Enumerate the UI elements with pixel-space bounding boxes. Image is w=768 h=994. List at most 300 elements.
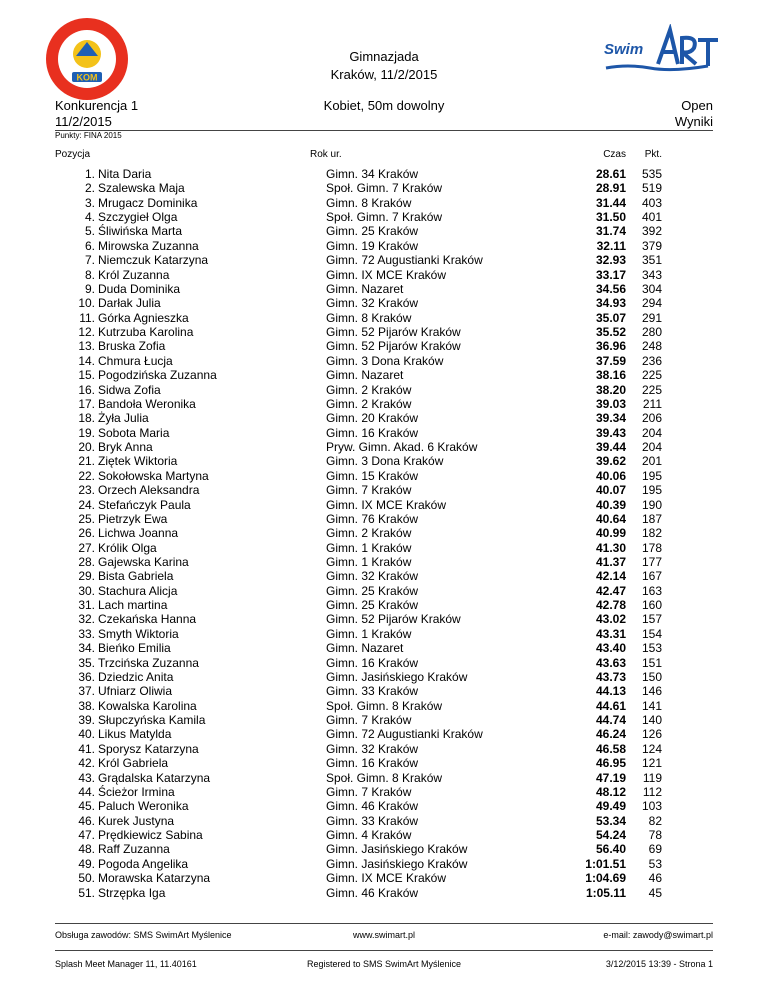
result-name: Smyth Wiktoria: [98, 626, 179, 641]
result-time: 31.50: [595, 210, 626, 225]
result-points: 167: [641, 569, 662, 584]
result-club: Gimn. 33 Kraków: [326, 813, 419, 828]
result-name: Pogodzińska Zuzanna: [98, 368, 217, 383]
result-name: Sidwa Zofia: [98, 382, 161, 397]
table-row: [0, 268, 768, 282]
result-time: 42.14: [595, 569, 626, 584]
result-time: 46.58: [595, 741, 626, 756]
result-position: 37.: [78, 684, 95, 699]
result-points: 211: [642, 396, 662, 411]
result-name: Mrugacz Dominika: [98, 195, 198, 210]
footer-timestamp: 3/12/2015 13:39 - Strona 1: [605, 959, 713, 969]
result-position: 32.: [78, 612, 95, 627]
event-category: [675, 98, 713, 130]
result-position: 6.: [84, 238, 95, 253]
table-row: [0, 397, 768, 411]
result-club: Gimn. 8 Kraków: [326, 310, 412, 325]
result-points: 535: [641, 167, 662, 181]
result-name: Stachura Alicja: [98, 583, 178, 598]
result-club: Gimn. 16 Kraków: [326, 425, 419, 440]
result-time: 49.49: [595, 799, 626, 814]
result-name: Bista Gabriela: [98, 569, 174, 584]
result-name: Ufniarz Oliwia: [98, 684, 173, 699]
result-points: 236: [641, 353, 662, 368]
result-time: 46.24: [595, 727, 626, 742]
result-time: 56.40: [595, 842, 626, 857]
result-name: Chmura Łucja: [98, 353, 173, 368]
table-row: [0, 181, 768, 195]
result-position: 27.: [78, 540, 95, 555]
result-name: Żyła Julia: [98, 411, 149, 426]
result-club: Gimn. 2 Kraków: [326, 382, 412, 397]
result-points: 160: [641, 598, 662, 613]
result-club: Gimn. 7 Kraków: [326, 784, 412, 799]
result-time: 40.99: [595, 526, 626, 541]
table-row: [0, 354, 768, 368]
result-name: Szalewska Maja: [98, 181, 185, 196]
event-label: Konkurencja 1: [55, 98, 139, 113]
footer-divider: [55, 923, 713, 924]
result-name: Śliwińska Marta: [98, 224, 183, 239]
table-row: [0, 253, 768, 267]
result-name: Sobota Maria: [98, 425, 170, 440]
result-position: 26.: [78, 526, 95, 541]
result-position: 29.: [78, 569, 95, 584]
result-name: Ziętek Wiktoria: [98, 454, 178, 469]
result-points: 141: [641, 698, 662, 713]
table-row: [0, 785, 768, 799]
result-points: 177: [641, 554, 662, 569]
col-header-time: Czas: [603, 149, 626, 160]
result-time: 54.24: [595, 828, 626, 843]
table-row: [0, 339, 768, 353]
result-name: Król Zuzanna: [98, 267, 170, 282]
table-row: [0, 498, 768, 512]
result-time: 44.13: [595, 684, 626, 699]
result-position: 50.: [78, 871, 95, 886]
result-position: 51.: [78, 885, 95, 900]
svg-text:Swim: Swim: [604, 41, 644, 58]
result-time: 48.12: [595, 784, 626, 799]
result-club: Gimn. 72 Augustianki Kraków: [326, 727, 483, 742]
result-position: 23.: [78, 483, 95, 498]
result-club: Gimn. 32 Kraków: [326, 296, 419, 311]
result-position: 15.: [78, 368, 95, 383]
table-row: [0, 296, 768, 310]
result-name: Morawska Katarzyna: [98, 871, 211, 886]
table-row: [0, 598, 768, 612]
result-name: Kutrzuba Karolina: [98, 325, 194, 340]
result-points: 204: [641, 425, 662, 440]
table-row: [0, 440, 768, 454]
result-position: 44.: [78, 784, 95, 799]
result-club: Społ. Gimn. 8 Kraków: [326, 770, 443, 785]
result-position: 35.: [78, 655, 95, 670]
result-position: 28.: [78, 554, 95, 569]
result-name: Gajewska Karina: [98, 554, 189, 569]
result-name: Likus Matylda: [98, 727, 172, 742]
result-points: 343: [641, 267, 662, 282]
result-name: Sporysz Katarzyna: [98, 741, 199, 756]
result-time: 43.02: [595, 612, 626, 627]
result-time: 40.07: [595, 483, 626, 498]
result-club: Gimn. Nazaret: [326, 641, 404, 656]
footer-email: e-mail: zawody@swimart.pl: [603, 930, 713, 940]
result-name: Orzech Aleksandra: [98, 483, 200, 498]
result-time: 53.34: [595, 813, 626, 828]
result-position: 20.: [78, 440, 95, 455]
result-points: 121: [641, 756, 662, 771]
result-club: Gimn. Nazaret: [326, 281, 404, 296]
table-row: [0, 239, 768, 253]
result-name: Czekańska Hanna: [98, 612, 197, 627]
result-name: Sokołowska Martyna: [98, 468, 209, 483]
result-position: 24.: [78, 497, 95, 512]
result-position: 43.: [78, 770, 95, 785]
result-points: 291: [641, 310, 662, 325]
result-points: 78: [648, 828, 662, 843]
result-time: 43.63: [595, 655, 626, 670]
result-position: 22.: [78, 468, 95, 483]
result-position: 18.: [78, 411, 95, 426]
result-points: 157: [641, 612, 662, 627]
table-row: [0, 641, 768, 655]
result-name: Strzępka Iga: [98, 885, 166, 900]
result-points: 182: [641, 526, 662, 541]
result-time: 46.95: [595, 756, 626, 771]
result-position: 39.: [78, 713, 95, 728]
result-club: Gimn. 34 Kraków: [326, 167, 419, 181]
result-name: Bryk Anna: [98, 440, 153, 455]
table-row: [0, 569, 768, 583]
table-row: [0, 627, 768, 641]
result-club: Gimn. 25 Kraków: [326, 598, 419, 613]
result-name: Pietrzyk Ewa: [98, 511, 168, 526]
result-name: Lach martina: [98, 598, 168, 613]
table-row: [0, 210, 768, 224]
result-points: 225: [641, 382, 662, 397]
result-name: Pogoda Angelika: [98, 856, 189, 871]
result-points: 190: [641, 497, 662, 512]
result-points: 140: [641, 713, 662, 728]
result-club: Gimn. 1 Kraków: [326, 540, 412, 555]
result-time: 39.34: [595, 411, 626, 426]
result-time: 40.64: [595, 511, 626, 526]
table-row: [0, 411, 768, 425]
table-row: [0, 842, 768, 856]
result-club: Gimn. 52 Pijarów Kraków: [326, 612, 461, 627]
result-name: Król Gabriela: [98, 756, 169, 771]
competition-location-date: Kraków, 11/2/2015: [330, 67, 438, 82]
table-row: [0, 742, 768, 756]
result-position: 31.: [78, 598, 95, 613]
result-time: 34.93: [595, 296, 626, 311]
col-header-points: Pkt.: [644, 149, 662, 160]
result-position: 7.: [84, 253, 95, 268]
table-row: [0, 454, 768, 468]
result-position: 4.: [84, 210, 95, 225]
result-position: 40.: [78, 727, 95, 742]
result-position: 13.: [78, 339, 95, 354]
result-name: Bieńko Emilia: [98, 641, 171, 656]
result-club: Gimn. 4 Kraków: [326, 828, 412, 843]
result-club: Gimn. 3 Dona Kraków: [326, 353, 444, 368]
footer-divider-2: [55, 950, 713, 951]
result-club: Gimn. 20 Kraków: [326, 411, 419, 426]
result-position: 2.: [84, 181, 95, 196]
result-points: 153: [641, 641, 662, 656]
result-points: 201: [641, 454, 662, 469]
result-club: Gimn. IX MCE Kraków: [326, 871, 447, 886]
result-time: 36.96: [595, 339, 626, 354]
result-position: 36.: [78, 669, 95, 684]
result-points: 178: [641, 540, 662, 555]
result-position: 46.: [78, 813, 95, 828]
result-time: 1:01.51: [585, 856, 626, 871]
result-name: Dziedzic Anita: [98, 669, 174, 684]
table-row: [0, 469, 768, 483]
col-header-birth-year: Rok ur.: [310, 149, 342, 160]
result-points: 82: [648, 813, 662, 828]
result-time: 41.30: [595, 540, 626, 555]
result-time: 39.43: [595, 425, 626, 440]
svg-text:KOM: KOM: [76, 72, 98, 83]
result-points: 112: [642, 784, 662, 799]
result-points: 403: [641, 195, 662, 210]
table-row: [0, 756, 768, 770]
result-name: Raff Zuzanna: [98, 842, 170, 857]
result-club: Gimn. 72 Augustianki Kraków: [326, 253, 483, 268]
result-club: Gimn. 76 Kraków: [326, 511, 419, 526]
col-header-position: Pozycja: [55, 149, 91, 160]
table-row: [0, 656, 768, 670]
result-name: Kowalska Karolina: [98, 698, 197, 713]
result-time: 43.73: [595, 669, 626, 684]
result-points: 154: [641, 626, 662, 641]
result-time: 40.06: [595, 468, 626, 483]
result-time: 43.31: [595, 626, 626, 641]
result-time: 40.39: [595, 497, 626, 512]
result-club: Gimn. 46 Kraków: [326, 799, 419, 814]
table-row: [0, 383, 768, 397]
result-time: 33.17: [595, 267, 626, 282]
table-row: [0, 224, 768, 238]
result-points: 294: [641, 296, 662, 311]
result-position: 10.: [78, 296, 95, 311]
table-row: [0, 368, 768, 382]
table-row: [0, 828, 768, 842]
result-points: 45: [648, 885, 662, 900]
result-club: Gimn. 15 Kraków: [326, 468, 419, 483]
result-club: Społ. Gimn. 8 Kraków: [326, 698, 443, 713]
table-row: [0, 814, 768, 828]
table-row: [0, 670, 768, 684]
table-row: [0, 584, 768, 598]
footer-service: Obsługa zawodów: SMS SwimArt Myślenice: [55, 930, 232, 940]
result-position: 47.: [78, 828, 95, 843]
result-name: Darłak Julia: [98, 296, 161, 311]
result-club: Gimn. 3 Dona Kraków: [326, 454, 444, 469]
result-points: 280: [641, 325, 662, 340]
result-name: Bruska Zofia: [98, 339, 166, 354]
result-points: 119: [642, 770, 662, 785]
table-row: [0, 526, 768, 540]
result-club: Gimn. 19 Kraków: [326, 238, 419, 253]
result-time: 41.37: [595, 554, 626, 569]
result-position: 49.: [78, 856, 95, 871]
table-row: [0, 871, 768, 885]
result-time: 35.52: [595, 325, 626, 340]
result-points: 163: [641, 583, 662, 598]
result-points: 150: [641, 669, 662, 684]
result-name: Duda Dominika: [98, 281, 181, 296]
result-name: Nita Daria: [98, 167, 152, 181]
result-time: 31.44: [595, 195, 626, 210]
result-points: 519: [641, 181, 662, 196]
result-time: 32.93: [595, 253, 626, 268]
result-position: 11.: [79, 310, 95, 325]
table-row: [0, 426, 768, 440]
table-row: [0, 713, 768, 727]
result-club: Gimn. Nazaret: [326, 368, 404, 383]
result-time: 1:05.11: [585, 885, 626, 900]
result-name: Bandoła Weronika: [98, 396, 196, 411]
result-name: Kurek Justyna: [98, 813, 175, 828]
result-time: 44.61: [595, 698, 626, 713]
result-name: Prędkiewicz Sabina: [98, 828, 203, 843]
result-points: 225: [641, 368, 662, 383]
result-club: Gimn. 16 Kraków: [326, 655, 419, 670]
result-name: Królik Olga: [98, 540, 157, 555]
result-time: 43.40: [595, 641, 626, 656]
result-club: Gimn. 52 Pijarów Kraków: [326, 325, 461, 340]
result-points: 103: [641, 799, 662, 814]
result-club: Społ. Gimn. 7 Kraków: [326, 181, 443, 196]
result-position: 14.: [78, 353, 95, 368]
result-name: Ścieżor Irmina: [98, 784, 175, 799]
result-time: 37.59: [595, 353, 626, 368]
result-time: 38.16: [595, 368, 626, 383]
result-time: 31.74: [595, 224, 626, 239]
result-club: Gimn. IX MCE Kraków: [326, 267, 447, 282]
footer-website: www.swimart.pl: [352, 930, 415, 940]
result-points: 304: [641, 281, 662, 296]
result-position: 41.: [78, 741, 95, 756]
result-points: 69: [648, 842, 662, 857]
table-row: [0, 555, 768, 569]
table-row: [0, 727, 768, 741]
result-points: 206: [641, 411, 662, 426]
event-name: Kobiet, 50m dowolny: [323, 98, 445, 113]
result-position: 34.: [78, 641, 95, 656]
result-club: Gimn. IX MCE Kraków: [326, 497, 447, 512]
result-points: 124: [641, 741, 662, 756]
result-position: 42.: [78, 756, 95, 771]
result-points: 204: [641, 440, 662, 455]
result-points: 126: [641, 727, 662, 742]
result-name: Lichwa Joanna: [98, 526, 179, 541]
result-club: Gimn. 7 Kraków: [326, 483, 412, 498]
table-row: [0, 282, 768, 296]
result-position: 33.: [78, 626, 95, 641]
result-position: 12.: [78, 325, 95, 340]
footer-registered: Registered to SMS SwimArt Myślenice: [306, 959, 462, 969]
result-club: Gimn. 2 Kraków: [326, 396, 412, 411]
result-points: 151: [641, 655, 662, 670]
result-position: 17.: [78, 396, 95, 411]
divider: [55, 130, 713, 131]
result-club: Gimn. Jasińskiego Kraków: [326, 842, 468, 857]
result-time: 39.03: [595, 396, 626, 411]
result-points: 187: [641, 511, 662, 526]
event-category-label: Open: [681, 98, 713, 113]
result-points: 392: [641, 224, 662, 239]
result-points: 351: [641, 253, 662, 268]
result-position: 30.: [78, 583, 95, 598]
result-club: Gimn. 52 Pijarów Kraków: [326, 339, 461, 354]
result-name: Trzcińska Zuzanna: [98, 655, 199, 670]
event-date: 11/2/2015: [55, 114, 112, 129]
table-row: [0, 886, 768, 900]
result-time: 38.20: [595, 382, 626, 397]
result-position: 25.: [78, 511, 95, 526]
result-points: 195: [641, 468, 662, 483]
result-name: Paluch Weronika: [98, 799, 189, 814]
points-system: Punkty: FINA 2015: [55, 131, 122, 140]
result-club: Gimn. Jasińskiego Kraków: [326, 669, 468, 684]
result-time: 42.47: [595, 583, 626, 598]
result-points: 195: [641, 483, 662, 498]
result-points: 46: [648, 871, 662, 886]
competition-title: Gimnazjada: [349, 49, 419, 64]
result-position: 9.: [84, 281, 95, 296]
result-club: Gimn. 1 Kraków: [326, 554, 412, 569]
footer-software: Splash Meet Manager 11, 11.40161: [55, 959, 197, 969]
result-points: 379: [641, 238, 662, 253]
table-row: [0, 699, 768, 713]
result-club: Społ. Gimn. 7 Kraków: [326, 210, 443, 225]
result-time: 35.07: [595, 310, 626, 325]
result-time: 39.62: [595, 454, 626, 469]
result-club: Gimn. 33 Kraków: [326, 684, 419, 699]
result-club: Gimn. 32 Kraków: [326, 569, 419, 584]
result-position: 21.: [78, 454, 95, 469]
results-label: Wyniki: [674, 114, 713, 129]
result-points: 146: [641, 684, 662, 699]
result-points: 401: [641, 210, 662, 225]
result-position: 48.: [78, 842, 95, 857]
result-name: Górka Agnieszka: [98, 310, 189, 325]
result-club: Gimn. Jasińskiego Kraków: [326, 856, 468, 871]
table-row: [0, 483, 768, 497]
table-row: [0, 311, 768, 325]
table-row: [0, 541, 768, 555]
result-position: 1.: [84, 167, 95, 181]
result-name: Niemczuk Katarzyna: [98, 253, 209, 268]
result-club: Gimn. 32 Kraków: [326, 741, 419, 756]
table-row: [0, 512, 768, 526]
result-time: 42.78: [595, 598, 626, 613]
table-row: [0, 167, 768, 181]
result-name: Szczygieł Olga: [98, 210, 178, 225]
table-row: [0, 771, 768, 785]
result-position: 16.: [78, 382, 95, 397]
result-club: Gimn. 1 Kraków: [326, 626, 412, 641]
result-club: Gimn. 46 Kraków: [326, 885, 419, 900]
result-position: 3.: [84, 195, 95, 210]
result-club: Pryw. Gimn. Akad. 6 Kraków: [326, 440, 478, 455]
table-row: [0, 196, 768, 210]
